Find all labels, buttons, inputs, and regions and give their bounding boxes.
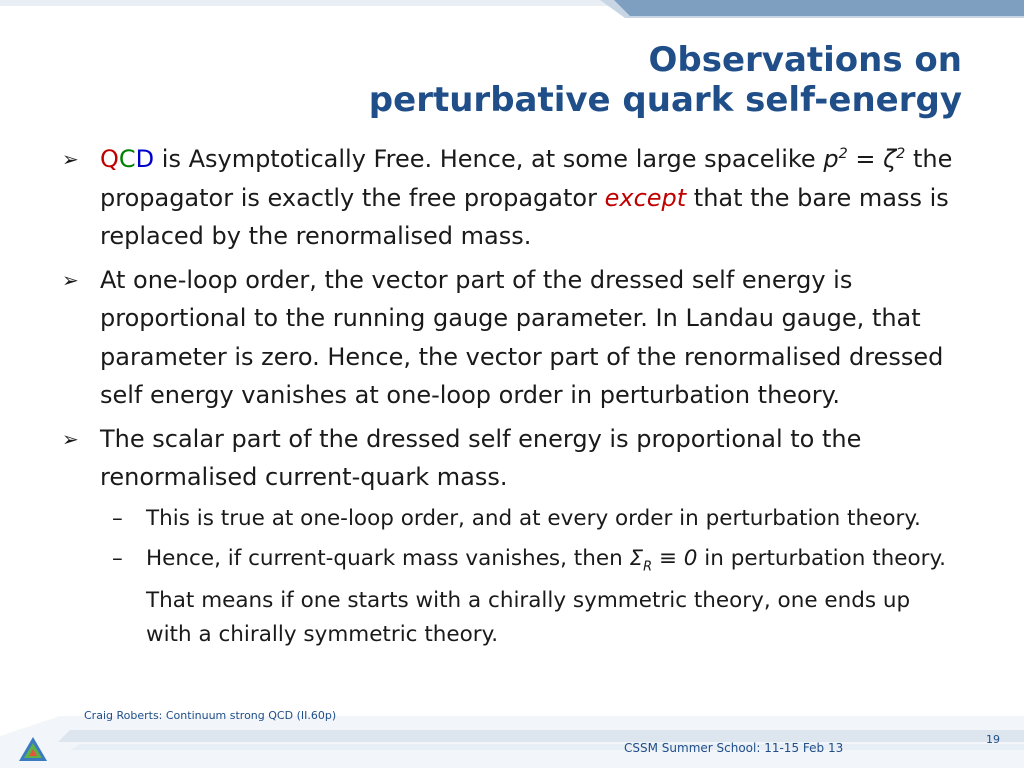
subbullet-chiral-symmetry [62,542,962,652]
institution-logo-icon [18,736,48,762]
bullet-one-loop-vector [62,261,962,415]
math-zeta-exponent: 2 [896,146,906,162]
math-sigma-subscript: R [643,558,653,574]
bullet-text: At one-loop order, the vector part of the dressed self energy is proportional to the running gauge parameter. In Landau gauge, that parameter is zero. Hence, the vector part of the renormalised dressed self energy vanishes at one-loop order in perturbation theory. [100,265,944,409]
subbullet-text: Hence, if current-quark mass vanishes, then [146,545,630,571]
dash-bullet-icon: – [112,545,123,571]
title-line-2: perturbative quark self-energy [368,80,962,120]
qcd-letter-c: C [118,145,136,173]
arrow-bullet-icon: ➢ [62,426,79,451]
math-equiv-zero: ≡ 0 [652,545,698,571]
subbullet-text: This is true at one-loop order, and at every order in perturbation theory. [146,505,921,531]
slide-body [62,140,962,658]
dash-bullet-icon: – [112,505,123,531]
slide-title [262,40,962,120]
emphasis-except: except [604,183,687,212]
qcd-letter-q: Q [100,145,119,173]
math-zeta: ζ [883,145,897,173]
bullet-scalar-part [62,420,962,497]
subbullet-text-end: in perturbation theory. That means if one starts with a chirally symmetric theory, one ends up with a chirally symmetric theory. [146,545,946,647]
title-line-1: Observations on [648,40,962,80]
math-p-exponent: 2 [838,146,848,162]
bullet-qcd-asymptotic-freedom [62,140,962,256]
math-sigma: Σ [629,545,644,571]
footer-event: CSSM Summer School: 11-15 Feb 13 [624,741,844,755]
math-p: p [823,145,839,173]
math-equals: = [847,145,884,173]
page-number: 19 [986,733,1000,746]
subbullet-every-order [62,502,962,536]
footer-author: Craig Roberts: Continuum strong QCD (II.60p) [84,709,337,722]
arrow-bullet-icon: ➢ [62,267,79,292]
top-accent-band [614,0,1024,16]
bullet-text: The scalar part of the dressed self energy is proportional to the renormalised current-quark mass. [100,424,862,491]
arrow-bullet-icon: ➢ [62,147,79,171]
bullet-text: is Asymptotically Free. Hence, at some large spacelike [154,145,824,173]
bullet-text-continued: the propagator is exactly the free propagator [100,145,953,212]
bullet-text-end: that the bare mass is replaced by the renormalised mass. [100,183,949,250]
qcd-letter-d: D [135,145,155,173]
footer-decorative-band [0,716,1024,768]
